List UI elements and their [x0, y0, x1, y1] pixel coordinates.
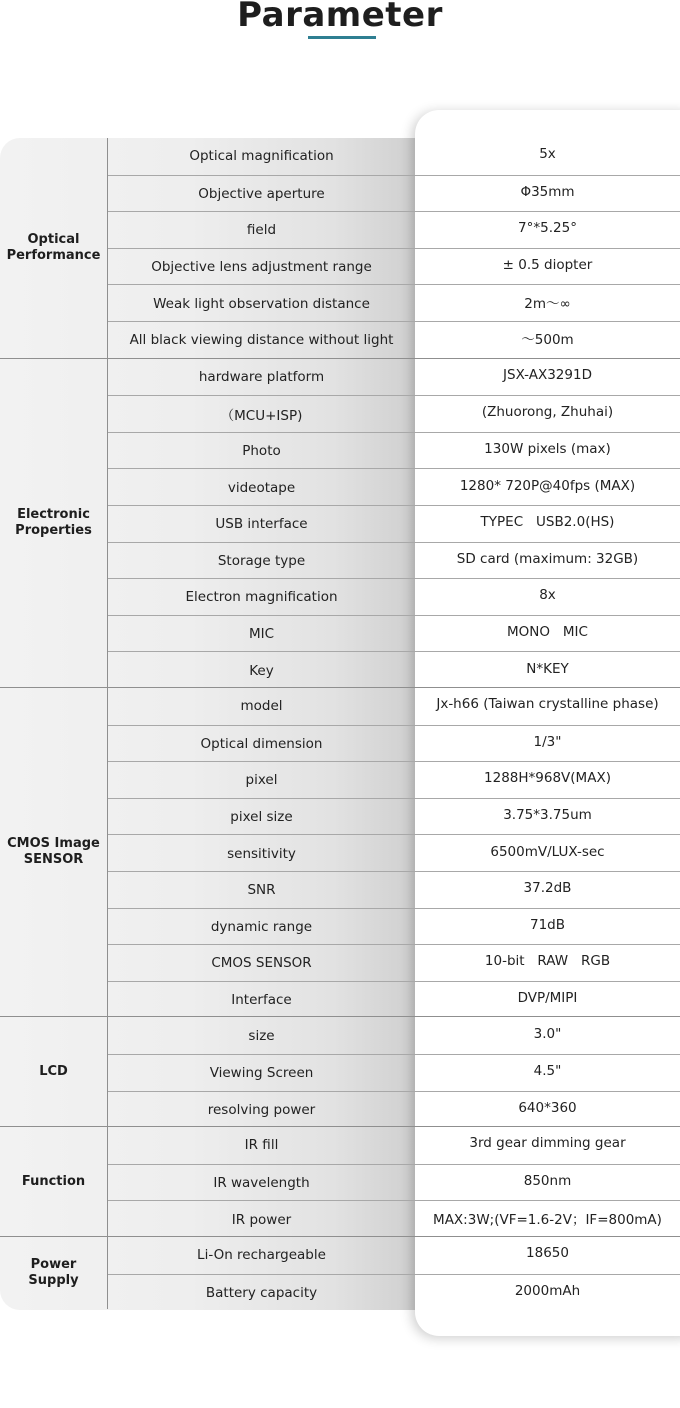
param-name: pixel size — [230, 809, 293, 826]
param-name: USB interface — [215, 516, 308, 533]
spec-row — [108, 1164, 680, 1202]
param-name: videotape — [227, 479, 296, 496]
param-name: SNR — [247, 882, 276, 899]
param-name: Weak light observation distance — [153, 295, 370, 312]
param-value: 1/3" — [533, 733, 562, 750]
param-name: IR power — [231, 1211, 292, 1228]
param-name: field — [246, 222, 277, 239]
param-value: 2m～∞ — [524, 295, 571, 312]
param-name: All black viewing distance without light — [129, 332, 394, 349]
spec-group — [0, 138, 680, 358]
spec-row — [108, 688, 680, 725]
spec-row — [108, 944, 680, 982]
param-name: Optical dimension — [200, 735, 323, 752]
param-value: 4.5" — [533, 1063, 562, 1080]
param-value: ± 0.5 diopter — [502, 257, 593, 274]
spec-row — [108, 395, 680, 433]
param-value: 10-bit RAW RGB — [484, 953, 611, 970]
param-name: IR fill — [244, 1137, 279, 1154]
param-value: JSX-AX3291D — [503, 366, 592, 383]
param-value: 3.0" — [533, 1025, 562, 1042]
spec-row — [108, 981, 680, 1019]
spec-row — [108, 1017, 680, 1054]
param-value: 8x — [539, 587, 556, 604]
category-label: Optical Performance — [0, 138, 108, 358]
category-label: LCD — [0, 1017, 108, 1126]
param-name: （MCU+ISP) — [220, 408, 303, 425]
param-value: DVP/MIPI — [517, 990, 578, 1007]
spec-row — [108, 1274, 680, 1312]
spec-group — [0, 1016, 680, 1126]
spec-group — [0, 1126, 680, 1236]
param-value: 6500mV/LUX-sec — [490, 843, 605, 860]
param-name: sensitivity — [227, 845, 296, 862]
param-name: model — [240, 698, 283, 715]
param-name: Viewing Screen — [209, 1065, 314, 1082]
param-name: Electron magnification — [185, 589, 338, 606]
param-value: ～500m — [521, 332, 574, 349]
spec-row — [108, 284, 680, 322]
param-value: 3.75*3.75um — [503, 807, 592, 824]
param-name: Key — [249, 662, 274, 679]
spec-row — [108, 1054, 680, 1092]
param-value: 640*360 — [518, 1099, 577, 1116]
param-name: hardware platform — [198, 368, 325, 385]
param-value: (Zhuorong, Zhuhai) — [481, 404, 614, 421]
spec-row — [108, 1237, 680, 1274]
spec-row — [108, 211, 680, 249]
param-name: Li-On rechargeable — [197, 1247, 326, 1264]
param-name: Optical magnification — [189, 148, 334, 165]
param-value: Jx-h66 (Taiwan crystalline phase) — [436, 696, 659, 713]
spec-group — [0, 358, 680, 687]
spec-row — [108, 175, 680, 213]
category-label: Power Supply — [0, 1237, 108, 1309]
spec-row — [108, 505, 680, 543]
page-title: Parameter — [237, 0, 443, 35]
param-value: 850nm — [523, 1173, 572, 1190]
param-name: dynamic range — [210, 918, 313, 935]
param-name: CMOS SENSOR — [211, 955, 312, 972]
param-value: SD card (maximum: 32GB) — [456, 550, 639, 567]
param-name: Objective aperture — [198, 185, 325, 202]
category-label: CMOS Image SENSOR — [0, 688, 108, 1016]
param-name: IR wavelength — [213, 1175, 310, 1192]
param-name: Storage type — [217, 552, 306, 569]
param-name: Interface — [231, 992, 292, 1009]
param-value: 1288H*968V(MAX) — [484, 770, 611, 787]
category-label: Electronic Properties — [0, 359, 108, 687]
param-name: resolving power — [207, 1101, 316, 1118]
spec-row — [108, 578, 680, 616]
param-value: 5x — [539, 146, 556, 163]
param-value: MONO MIC — [507, 624, 588, 641]
spec-row — [108, 468, 680, 506]
param-name: Objective lens adjustment range — [151, 259, 372, 276]
param-value: 2000mAh — [514, 1282, 581, 1299]
param-value: 1280* 720P@40fps (MAX) — [459, 477, 636, 494]
param-value: Φ35mm — [520, 183, 575, 200]
param-value: MAX:3W;(VF=1.6-2V；IF=800mA) — [433, 1211, 662, 1228]
spec-row — [108, 615, 680, 653]
category-label: Function — [0, 1127, 108, 1236]
param-value: 130W pixels (max) — [484, 441, 611, 458]
param-name: pixel — [245, 772, 278, 789]
spec-row — [108, 834, 680, 872]
param-value: 3rd gear dimming gear — [469, 1135, 626, 1152]
spec-row — [108, 908, 680, 946]
spec-row — [108, 761, 680, 799]
param-name: Battery capacity — [205, 1284, 318, 1301]
spec-row — [108, 542, 680, 580]
spec-row — [108, 798, 680, 836]
param-value: 7°*5.25° — [518, 220, 577, 237]
spec-row — [108, 359, 680, 396]
param-name: MIC — [248, 626, 275, 643]
spec-row — [108, 871, 680, 909]
param-value: 71dB — [529, 916, 565, 933]
param-name: Photo — [242, 443, 281, 460]
param-name: size — [248, 1027, 275, 1044]
spec-row — [108, 725, 680, 763]
spec-row — [108, 1127, 680, 1164]
spec-row — [108, 248, 680, 286]
param-value: TYPEC USB2.0(HS) — [480, 514, 615, 531]
spec-group — [0, 687, 680, 1016]
param-value: N*KEY — [526, 660, 569, 677]
param-value: 37.2dB — [523, 880, 572, 897]
spec-row — [108, 1091, 680, 1129]
spec-row — [108, 1200, 680, 1238]
title-underline — [308, 36, 376, 39]
param-value: 18650 — [526, 1245, 569, 1262]
spec-row — [108, 651, 680, 689]
spec-row — [108, 432, 680, 470]
spec-row — [108, 138, 680, 175]
spec-group — [0, 1236, 680, 1309]
spec-row — [108, 321, 680, 359]
